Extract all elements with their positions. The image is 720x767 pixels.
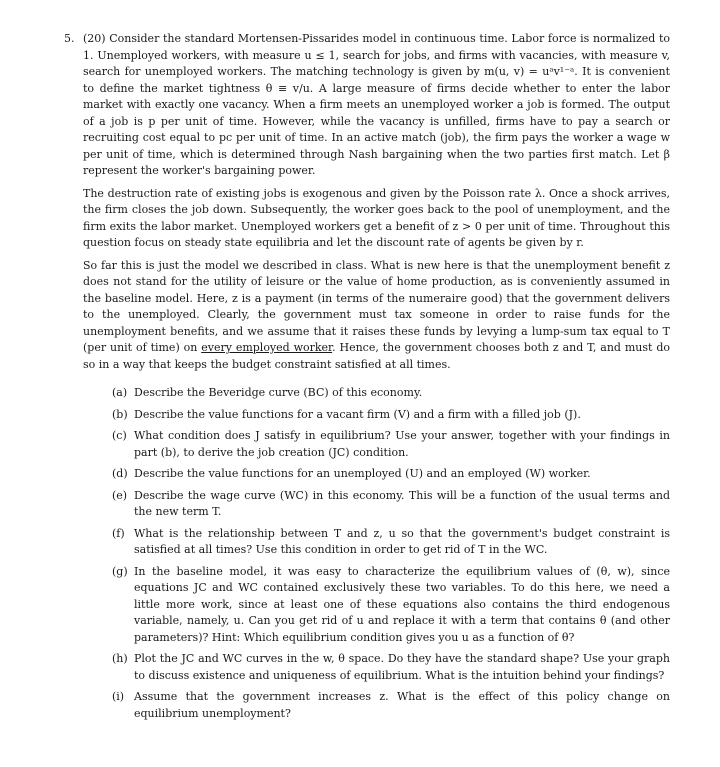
question-part-c [112,428,670,461]
part-text: Describe the value functions for an unemployed (U) and an employed (W) worker. [134,467,591,480]
paragraph-government [83,258,670,374]
paragraph-government-text-2: . Hence, the government chooses both z and T, and must do so in a way that keeps the budget constraint satisfied at all times. [83,341,670,371]
part-label: (c) [112,429,127,442]
part-label: (h) [112,652,128,665]
problem-body [64,31,670,722]
paragraph-model-setup: (20) Consider the standard Mortensen-Pissarides model in continuous time. Labor force is normalized to 1. Unemployed workers, with measure u ≤ 1, search for jobs, and firms with vacancies, with measure v, search for unemployed workers. The matching technology is given by m(u, v) = uᵃv¹⁻ᵃ. It is convenient to define the market tightness θ ≡ v/u. A large measure of firms decide whether to enter the labor market with exactly one vacancy. When a firm meets an unemployed worker a job is formed. The output of a job is p per unit of time. However, while the vacancy is unfilled, firms have to pay a search or recruiting cost equal to pc per unit of time. In an active match (job), the firm pays the worker a wage w per unit of time, which is determined through Nash bargaining when the two parties first match. Let β represent the worker's bargaining power. [83,32,670,177]
part-label: (d) [112,467,128,480]
question-part-a [112,385,670,402]
part-label: (b) [112,407,128,421]
part-text: Describe the Beveridge curve (BC) of this economy. [134,386,423,399]
question-part-h [112,651,670,684]
problem-number: 5. [64,32,75,45]
question-part-f [112,526,670,559]
question-parts [83,385,670,722]
question-part-e [112,488,670,521]
part-label: (g) [112,564,128,578]
part-text: Plot the JC and WC curves in the w, θ space. Do they have the standard shape? Use your graph to discuss existence and uniqueness of equilibrium. What is the intuition behind your findings? [134,652,670,682]
paragraph-job-destruction: The destruction rate of existing jobs is exogenous and given by the Poisson rate λ. Once a shock arrives, the firm closes the job down. Subsequently, the worker goes back to the pool of unemployment, and the firm exits the labor market. Unemployed workers get a benefit of z > 0 per unit of time. Throughout this question focus on steady state equilibria and let the discount rate of agents be given by r. [83,186,670,249]
part-text: Describe the wage curve (WC) in this economy. This will be a function of the usual terms and the new term T. [134,488,670,518]
part-text: In the baseline model, it was easy to characterize the equilibrium values of (θ, w), since equations JC and WC contained exclusively these two variables. To do this here, we need a little more work, since at least one of these equations also contains the third endogenous variable, namely, u. Can you get rid of u and replace it with a term that contains θ (and other parameters)? Hint: Which equilibrium condition gives you u as a function of θ? [134,564,670,644]
part-text: What condition does J satisfy in equilibrium? Use your answer, together with your findings in part (b), to derive the job creation (JC) condition. [134,429,670,459]
part-text: What is the relationship between T and z, u so that the government's budget constraint is satisfied at all times? Use this condition in order to get rid of T in the WC. [134,526,670,556]
problem-5 [64,31,670,727]
part-label: (e) [112,488,128,502]
part-label: (f) [112,526,125,540]
part-label: (i) [112,690,125,703]
part-label: (a) [112,386,128,399]
question-part-g [112,564,670,647]
underlined-phrase: every employed worker [201,341,333,354]
paragraph-government-text-1: So far this is just the model we described in class. What is new here is that the unemployment benefit z does not stand for the utility of leisure or the value of home production, as is conveniently assumed in the baseline model. Here, z is a payment (in terms of the numeraire good) that the government delivers to the unemployed. Clearly, the government must tax someone in order to raise funds for the unemployment benefits, and we assume that it raises these funds by levying a lump-sum tax equal to T (per unit of time) on [83,258,670,354]
question-part-b [112,407,670,424]
question-part-d [112,466,670,483]
question-part-i [112,689,670,722]
part-text: Describe the value functions for a vacant firm (V) and a firm with a filled job (J). [134,407,581,421]
part-text: Assume that the government increases z. What is the effect of this policy change on equilibrium unemployment? [134,690,670,720]
